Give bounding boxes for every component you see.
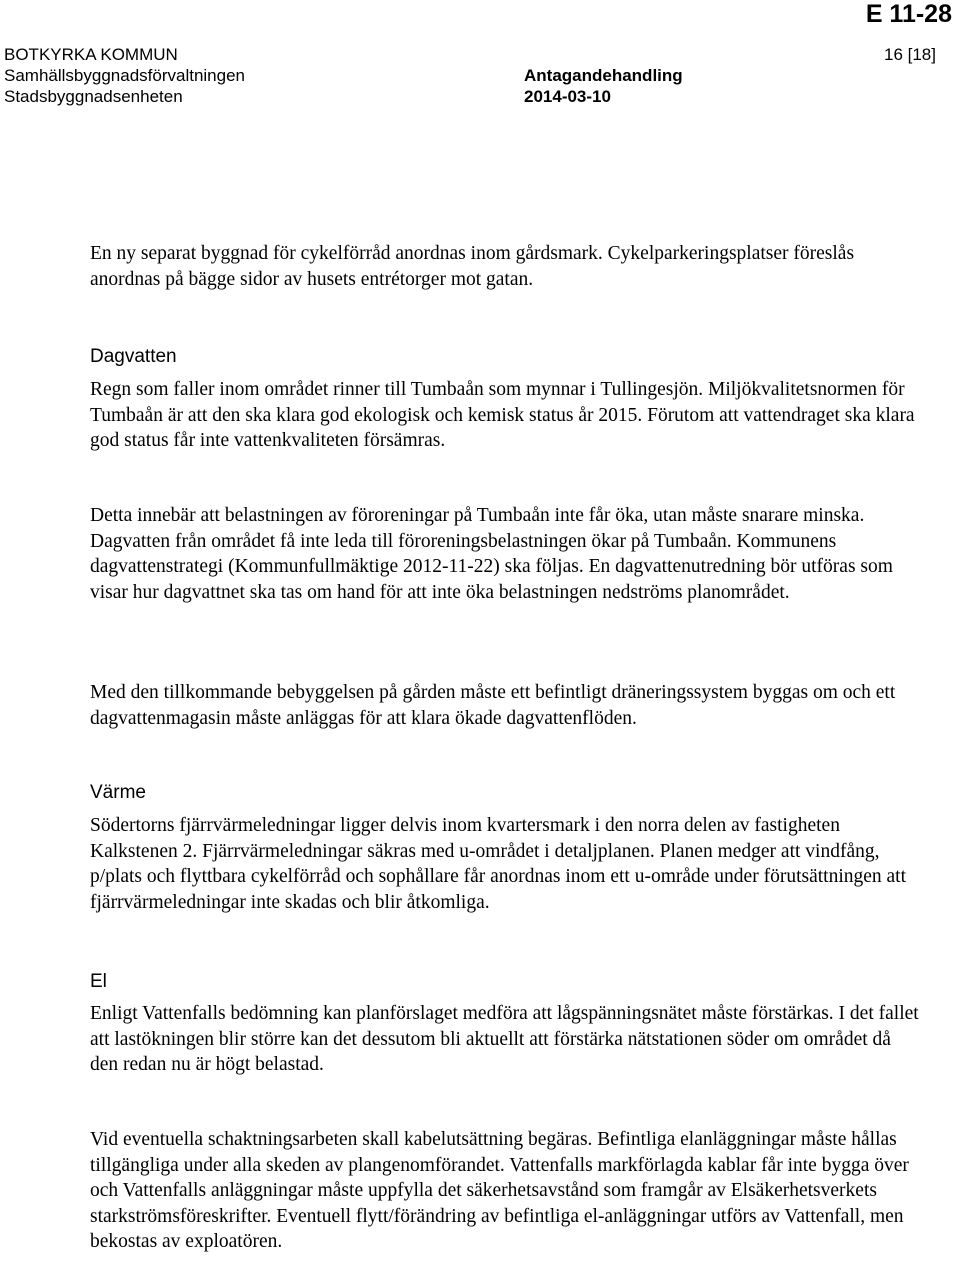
dagvatten-paragraph-2: Detta innebär att belastningen av föroreningar på Tumbaån inte får öka, utan måste snarare minska. Dagvatten från området få inte leda till föroreningsbelastningen ökar på Tumbaån. Kommunens dagvattenstrategi (Kommunfullmäktige 2012-11-22) ska följas. En dagvattenutredning bör utföras som visar hur dagvattnet ska tas om hand för att inte öka belastningen nedströms planområdet. xyxy=(90,505,893,603)
page-number: 16 [18] xyxy=(884,45,936,64)
document-date: 2014-03-10 xyxy=(524,87,611,106)
el-paragraph-2: Vid eventuella schaktningsarbeten skall kabelutsättning begäras. Befintliga elanläggningar måste hållas tillgängliga under alla skeden av plangenomförandet. Vattenfalls markförlagda kablar får inte bygga över och Vattenfalls anläggningar måste uppfylla det säkerhetsavstånd som framgår av Elsäkerhetsverkets starkströmsföreskrifter. Eventuell flytt/förändring av befintliga el-anläggningar utförs av Vattenfall, men bekostas av exploatören. xyxy=(90,1129,909,1252)
section-heading-varme: Värme xyxy=(90,782,146,803)
document-type: Antagandehandling xyxy=(524,66,683,85)
varme-paragraph-1: Södertorns fjärrvärmeledningar ligger delvis inom kvartersmark i den norra delen av fastigheten Kalkstenen 2. Fjärrvärmeledningar säkras med u-området i detaljplanen. Planen medger att vindfång, p/plats och flyttbara cykelförråd och sophållare får anordnas inom ett u-område under förutsättningen att fjärrvärmeledningar inte skadas och blir åtkomliga. xyxy=(90,815,907,913)
section-heading-dagvatten: Dagvatten xyxy=(90,346,177,367)
el-paragraph-1: Enligt Vattenfalls bedömning kan planförslaget medföra att lågspänningsnätet måste förstärkas. I det fallet att lastökningen blir större kan det dessutom bli aktuellt att förstärka nätstationen söder om området då den redan nu är högt belastad. xyxy=(90,1003,919,1075)
dagvatten-paragraph-3: Med den tillkommande bebyggelsen på gården måste ett befintligt dräneringssystem byggas om och ett dagvattenmagasin måste anläggas för att klara ökade dagvattenflöden. xyxy=(90,682,896,729)
document-code: E 11-28 xyxy=(865,0,952,28)
intro-paragraph: En ny separat byggnad för cykelförråd anordnas inom gårdsmark. Cykelparkeringsplatser föreslås anordnas på bägge sidor av husets entrétorger mot gatan. xyxy=(90,243,855,290)
section-heading-el: El xyxy=(90,971,107,992)
department-name: Samhällsbyggnadsförvaltningen xyxy=(4,66,245,85)
municipality-name: BOTKYRKA KOMMUN xyxy=(4,45,178,64)
unit-name: Stadsbyggnadsenheten xyxy=(4,87,183,106)
dagvatten-paragraph-1: Regn som faller inom området rinner till Tumbaån som mynnar i Tullingesjön. Miljökvalitetsnormen för Tumbaån är att den ska klara god ekologisk och kemisk status år 2015. Förutom att vattendraget ska klara god status får inte vattenkvaliteten försämras. xyxy=(90,379,915,451)
